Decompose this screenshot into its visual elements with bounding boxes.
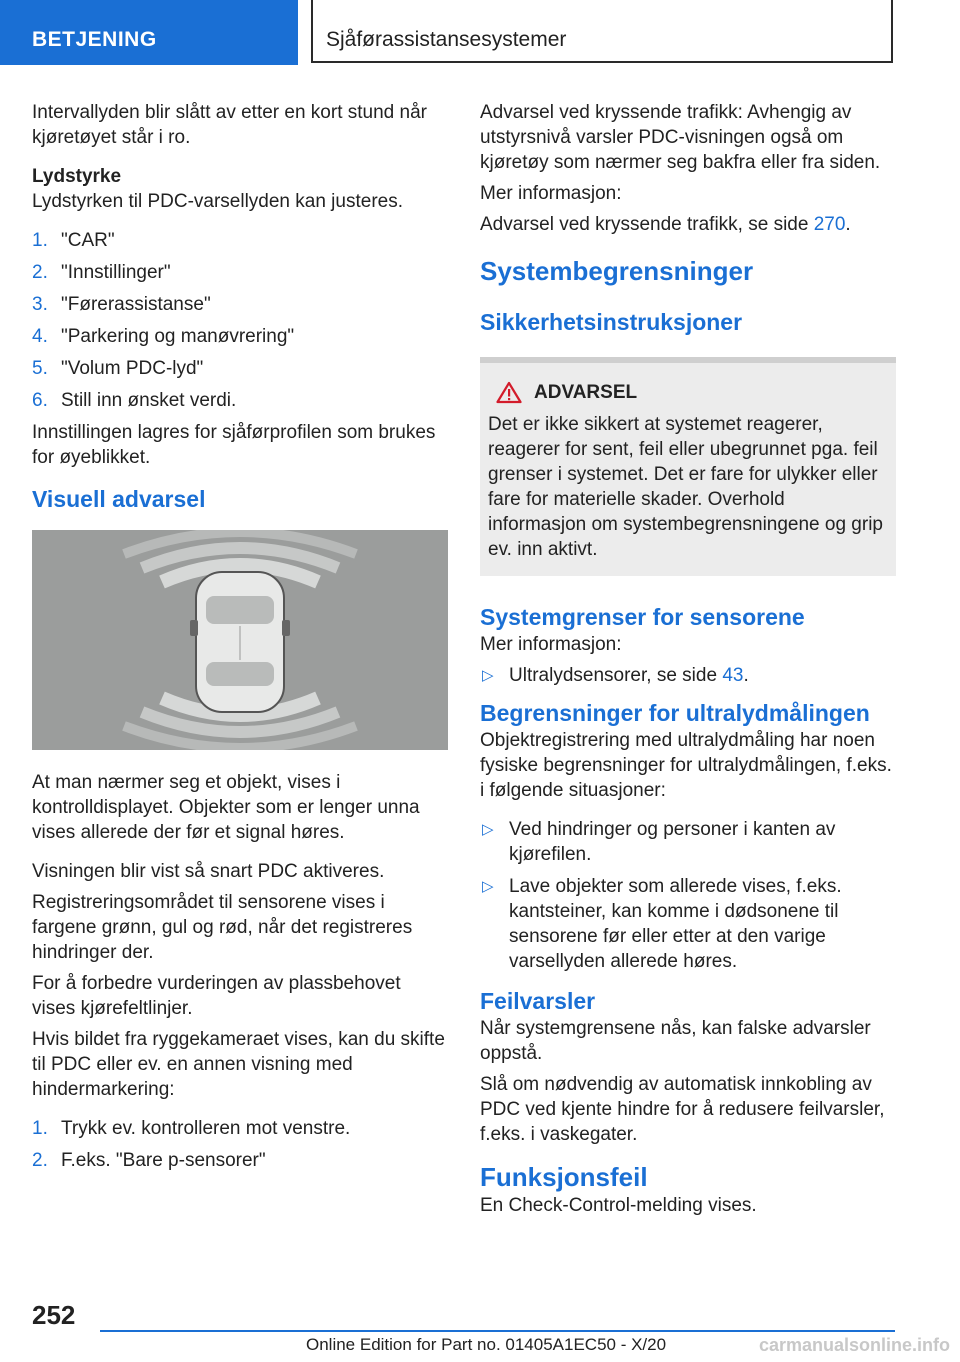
paragraph-false-1: Når systemgrensene nås, kan falske advarsler oppstå. bbox=[480, 1018, 871, 1064]
section-title: BETJENING bbox=[32, 28, 157, 51]
heading-system-limits: Systembegrensninger bbox=[480, 256, 754, 286]
warning-title: ADVARSEL bbox=[488, 381, 886, 404]
ultrasonic-bullets bbox=[480, 817, 896, 974]
camera-steps bbox=[32, 1116, 448, 1173]
paragraph-ultrasonic: Objektregistrering med ultralydmåling har noen fysiske begrensninger for ultralydmålingen, f.eks. i følgende situasjoner: bbox=[480, 730, 892, 801]
heading-malfunction: Funksjonsfeil bbox=[480, 1162, 648, 1192]
page-link[interactable]: 43 bbox=[722, 665, 744, 686]
list-item: 5. "Volum PDC-lyd" bbox=[32, 358, 204, 379]
paragraph-shown: Visningen blir vist så snart PDC aktiveres. bbox=[32, 861, 385, 882]
list-item: 6. Still inn ønsket verdi. bbox=[32, 390, 237, 411]
heading-safety: Sikkerhetsinstruksjoner bbox=[480, 309, 743, 335]
chapter-title: Sjåførassistansesystemer bbox=[326, 28, 567, 51]
left-column bbox=[32, 100, 448, 1180]
paragraph-camera: Hvis bildet fra ryggekameraet vises, kan du skifte til PDC eller ev. en annen visning med hindermarkering: bbox=[32, 1029, 445, 1100]
sensor-reference-list bbox=[480, 663, 896, 688]
heading-ultrasonic: Begrensninger for ultralydmålingen bbox=[480, 700, 870, 726]
page-link[interactable]: 270 bbox=[813, 214, 846, 235]
list-item: ▷ Ultralydsensorer, se side 43. bbox=[482, 665, 749, 686]
list-item: 2. F.eks. "Bare p-sensorer" bbox=[32, 1150, 266, 1171]
triangle-bullet-icon: ▷ bbox=[482, 667, 494, 684]
list-item: ▷ Ved hindringer og personer i kanten av kjørefilen. bbox=[482, 819, 836, 865]
heading-visual-warning: Visuell advarsel bbox=[32, 486, 206, 512]
warning-triangle-icon bbox=[496, 381, 522, 404]
footer-divider bbox=[100, 1330, 895, 1332]
paragraph-false-2: Slå om nødvendig av automatisk innkobling av PDC ved kjente hindre for å redusere feilvarsler, f.eks. i vaskegater. bbox=[480, 1074, 885, 1145]
right-column bbox=[480, 100, 896, 1218]
paragraph-cross-traffic: Advarsel ved kryssende trafikk: Avhengig av utstyrsnivå varsler PDC-visningen også om kjøretøy som nærmer seg bakfra eller fra siden. bbox=[480, 102, 881, 173]
list-item: 3. "Førerassistanse" bbox=[32, 294, 211, 315]
warning-box bbox=[480, 357, 896, 576]
list-item: ▷ Lave objekter som allerede vises, f.eks. kantsteiner, kan komme i dødsonene til sensorene før eller etter at den varige varsellyden allerede høres. bbox=[482, 876, 842, 972]
section-tab bbox=[0, 0, 298, 65]
heading-sensor-limits: Systemgrenser for sensorene bbox=[480, 604, 805, 630]
more-info-label: Mer informasjon: bbox=[480, 634, 622, 655]
list-item: 1. Trykk ev. kontrolleren mot venstre. bbox=[32, 1118, 351, 1139]
watermark: carmanualsonline.info bbox=[758, 1335, 950, 1355]
paragraph-malfunction: En Check-Control-melding vises. bbox=[480, 1195, 757, 1216]
triangle-bullet-icon: ▷ bbox=[482, 821, 494, 838]
more-info-label: Mer informasjon: bbox=[480, 183, 622, 204]
volume-label: Lydstyrke bbox=[32, 166, 122, 187]
footer-edition: Online Edition for Part no. 01405A1EC50 - X/20 bbox=[306, 1335, 667, 1354]
page-number: 252 bbox=[32, 1300, 76, 1330]
list-item: 4. "Parkering og manøvrering" bbox=[32, 326, 295, 347]
triangle-bullet-icon: ▷ bbox=[482, 878, 494, 895]
paragraph-zone: Registreringsområdet til sensorene vises i fargene grønn, gul og rød, når det registreres hindringer der. bbox=[32, 892, 413, 963]
cross-traffic-reference: Advarsel ved kryssende trafikk, se side 270. bbox=[480, 214, 851, 235]
list-item: 1. "CAR" bbox=[32, 230, 115, 251]
list-item: 2. "Innstillinger" bbox=[32, 262, 171, 283]
warning-text: Det er ikke sikkert at systemet reagerer, reagerer for sent, feil eller ubegrunnet pga. feil grenser i systemet. Det er fare for ulykker eller fare for materielle skader. Overhold informasjon om systembegrensningene og grip ev. inn aktivt. bbox=[488, 414, 883, 560]
paragraph-lanes: For å forbedre vurderingen av plassbehovet vises kjørefeltlinjer. bbox=[32, 973, 401, 1019]
paragraph-interval: Intervallyden blir slått av etter en kort stund når kjøretøyet står i ro. bbox=[32, 102, 427, 148]
paragraph-saved: Innstillingen lagres for sjåførprofilen som brukes for øyeblikket. bbox=[32, 422, 436, 468]
chapter-tab bbox=[311, 0, 893, 63]
heading-false-warnings: Feilvarsler bbox=[480, 988, 596, 1014]
pdc-display-image bbox=[32, 530, 448, 750]
volume-text: Lydstyrken til PDC-varsellyden kan justeres. bbox=[32, 191, 403, 212]
car-pdc-illustration bbox=[32, 530, 448, 750]
volume-steps bbox=[32, 228, 448, 413]
paragraph-object: At man nærmer seg et objekt, vises i kontrolldisplayet. Objekter som er lenger unna vises allerede der før et signal høres. bbox=[32, 772, 420, 843]
